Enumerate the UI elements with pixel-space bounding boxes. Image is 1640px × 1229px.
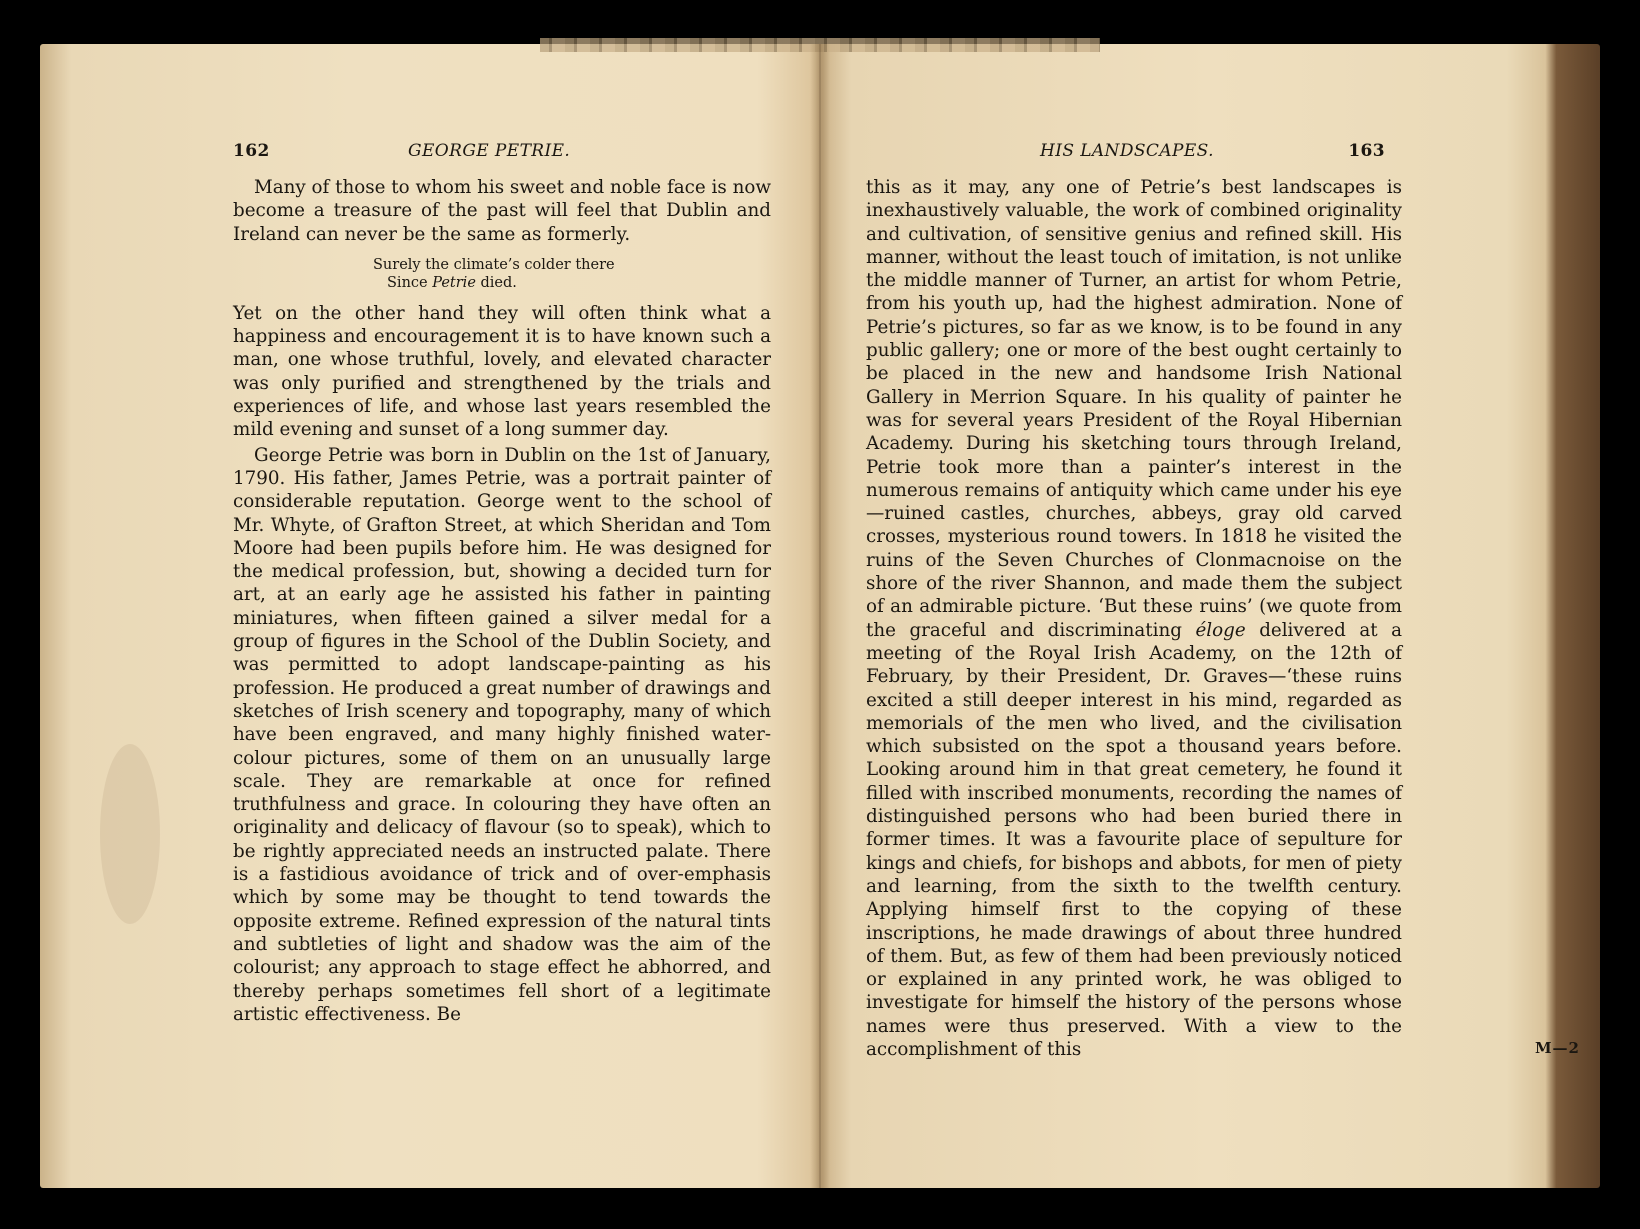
verse-line-2-start: Since [387,274,433,291]
right-paragraph-1-part-a: this as it may, any one of Petrie’s best landscapes is inexhaustively valuable, the work of combined originality and cultivation, of sensitive genius and refined skill. His manner, without the least touch of imitation, is not unlike the middle manner of Turner, an artist for whom Petrie, from his youth up, had the highest admiration. None of Petrie’s pictures, so far as we know, is to be found in any public gallery; one or more of the best ought certainly to be placed in the new and handsome Irish National Gallery in Merrion Square. In his quality of painter he was for several years President of the Royal Hibernian Academy. During his sketching tours through Ireland, Petrie took more than a painter’s interest in the numerous remains of antiquity which came under his eye—ruined castles, churches, abbeys, gray old carved crosses, mysterious round towers. In 1818 he visited the ruins of the Seven Churches of Clonmacnoise on the shore of the river Shannon, and made them the subject of an admirable picture. ‘But these ruins’ (we quote from the graceful and discriminating [866,177,1402,641]
open-book [40,44,1600,1188]
left-page [40,44,810,1188]
book-gutter [810,44,830,1188]
signature-mark: M—2 [1534,1039,1580,1057]
verse-line-1: Surely the climate’s colder there [373,256,615,273]
right-paragraph-italic-eloge: éloge [1195,619,1246,641]
left-paragraph-3: George Petrie was born in Dublin on the 1st of January, 1790. His father, James Petrie, was a portrait painter of considerable reputation. George went to the school of Mr. Whyte, of Grafton Street, at which Sheridan and Tom Moore had been pupils before him. He was designed for the medical profession, but, showing a decided turn for art, at an early age he assisted his father in painting miniatures, when fifteen gained a silver medal for a group of figures in the School of the Dublin Society, and was permitted to adopt landscape-painting as his profession. He produced a great number of drawings and sketches of Irish scenery and topography, many of which have been engraved, and many highly finished water-colour pictures, some of them on an unusually large scale. They are remarkable at once for refined truthfulness and grace. In colouring they have often an originality and delicacy of flavour (so to speak), which to be rightly appreciated needs an instructed palate. There is a fastidious avoidance of trick and of over-emphasis which by some may be thought to tend towards the opposite extreme. Refined expression of the natural tints and subtleties of light and shadow was the aim of the colourist; any approach to stage effect he abhorred, and thereby perhaps sometimes fell short of a legitimate artistic effectiveness. Be [233,444,771,1025]
right-running-head [845,140,1385,164]
left-paragraph-2: Yet on the other hand they will often think what a happiness and encouragement it is to have known such a man, one whose truthful, lovely, and elevated character was only purified and strengthened by the trials and experiences of life, and whose last years resembled the mild evening and sunset of a long summer day. [233,302,771,441]
verse-line-2-end: died. [475,274,517,291]
right-head-title: HIS LANDSCAPES. [1040,141,1214,161]
left-head-title: GEORGE PETRIE. [408,141,571,161]
verse-line-2 [373,274,771,292]
verse-line-2-italic: Petrie [432,274,476,291]
right-paragraph-1-part-b: delivered at a meeting of the Royal Irish Academy, on the 12th of February, by their President, Dr. Graves—‘these ruins excited a still deeper interest in his mind, regarded as memorials of the men who lived, and the civilisation which subsisted on the spot a thousand years before. Looking around him in that great cemetery, he found it filled with inscribed monuments, recording the names of distinguished persons who had been buried there in former times. It was a favourite place of sepulture for kings and chiefs, for bishops and abbots, for men of piety and learning, from the sixth to the twelfth century. Applying himself first to the copying of these inscriptions, he made drawings of about three hundred of them. But, as few of them had been previously noticed or explained in any printed work, he was obliged to investigate for himself the history of the persons whose names were thus preserved. With a view to the accomplishment of this [866,619,1403,1060]
left-running-head [233,140,806,164]
right-page-number: 163 [1348,141,1385,161]
left-text-column [233,176,771,1026]
right-paragraph-1 [866,176,1402,1061]
verse-quote [233,256,771,292]
left-page-number: 162 [233,141,270,161]
right-page [830,44,1600,1188]
right-text-column [866,176,1402,1061]
left-paragraph-1: Many of those to whom his sweet and noble face is now become a treasure of the past will feel that Dublin and Ireland can never be the same as formerly. [233,177,771,245]
